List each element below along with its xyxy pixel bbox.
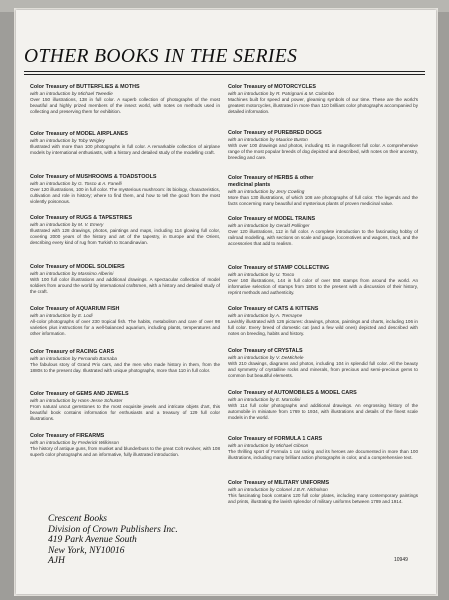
book-description: Lavishly illustrated with 126 pictures: drawings, photos, paintings and charts, including 106 in full color. Every breed of domestic cat (and a few wild ones) depicted and described with notes on breeding, habits and history. [228, 319, 418, 336]
book-entry [30, 174, 220, 205]
book-title: Color Treasury of CRYSTALS [228, 348, 303, 354]
book-intro: with an introduction by Michael Tweedie [30, 91, 113, 96]
book-intro: with an introduction by Hans-Jesse Schuster [30, 398, 123, 403]
book-description: With 114 full color photographs and additional drawings. An engrossing history of the automobile in miniature from 1769 to 1934, with illustrations and details of the finest scale models in the world. [228, 403, 418, 420]
book-description: All-color photographs of over 230 tropical fish. The habits, metabolism and care of over 98 varieties plus instructions for a well-balanced aquarium, including plants, temperatures and other information. [30, 319, 220, 336]
book-intro: with an introduction by Frederick Wilkinson [30, 440, 119, 445]
book-title: Color Treasury of RUGS & TAPESTRIES [30, 215, 133, 221]
book-title: Color Treasury of FORMULA 1 CARS [228, 436, 323, 442]
book-entry [228, 306, 418, 337]
book-intro: with an introduction by M. V. Emery [30, 222, 104, 227]
book-entry [228, 265, 418, 296]
title-rule-top [24, 71, 425, 72]
book-description: With over 100 drawings and photos, including 81 in magnificent full color. A comprehensive range of the most popular breeds of dog depicted and described, with notes on their ancestry, breeding and care. [228, 143, 418, 160]
book-description: Over 150 illustrations, 138 in full color. A superb collection of photographs of the most beautiful and highly prized members of the insect world, with notes on methods used in collecting and preserving them for exhibition. [30, 97, 220, 114]
book-entry [30, 264, 220, 295]
book-title: Color Treasury of RACING CARS [30, 349, 115, 355]
publisher-street: 419 Park Avenue South [48, 535, 137, 546]
book-description: With 100 full color illustrations and additional drawings. A spectacular collection of model soldiers from around the world by international craftsmen, with a history and detailed study of the craft. [30, 277, 220, 294]
publisher-division: Division of Crown Publishers Inc. [48, 524, 178, 535]
book-entry [228, 436, 418, 461]
book-entry [228, 130, 418, 161]
book-entry [30, 349, 220, 374]
book-title: Color Treasury of STAMP COLLECTING [228, 265, 330, 271]
book-title: Color Treasury of CATS & KITTENS [228, 306, 319, 312]
publisher-city: New York, NY10016 [48, 545, 125, 556]
book-title: Color Treasury of BUTTERFLIES & MOTHS [30, 84, 140, 90]
book-description: Over 160 illustrations, 144 in full color of over 550 stamps from around the world. An informative selection of stamps from 1804 to the present with a discussion of their history, reprint methods and authenticity. [228, 278, 418, 295]
book-intro: with an introduction by Toby Wrigley [30, 138, 105, 143]
book-intro: with an introduction by Jerry Cowling [228, 189, 305, 194]
book-entry [30, 433, 220, 458]
book-entry [30, 306, 220, 337]
book-description: From natural uncut gemstones to the most exquisite jewels and intricate objets d'art, this beautiful book contains information for enthusiasts and a treasury of 129 full color illustrations. [30, 404, 220, 421]
book-intro: with an introduction by Fernando Barnaba [30, 356, 118, 361]
book-intro: with an introduction by U. Tosco [228, 272, 295, 277]
book-title: Color Treasury of PUREBRED DOGS [228, 130, 322, 136]
book-description: The thrilling sport of Formula 1 car racing and its heroes are documented in more than 100 illustrations, including many brilliant action photographs in color, and a comprehensive text. [228, 449, 418, 460]
book-title: Color Treasury of FIREARMS [30, 433, 105, 439]
book-title: Color Treasury of MILITARY UNIFORMS [228, 480, 330, 486]
book-intro: with an introduction by A. Tremayne [228, 313, 303, 318]
book-title: Color Treasury of AQUARIUM FISH [30, 306, 120, 312]
book-title: Color Treasury of GEMS AND JEWELS [30, 391, 129, 397]
book-entry [228, 84, 418, 115]
book-intro: with an introduction by Colonel J.B.R. Nicholson [228, 487, 328, 492]
book-intro: with an introduction by R. Patrignani & M. Colombo [228, 91, 335, 96]
book-intro: with an introduction by Massimo Alberini [30, 271, 114, 276]
book-description: Illustrated with more than 100 photographs in full color. A remarkable collection of airplane models by international enthusiasts, with a history and detailed study of the modelling craft. [30, 144, 220, 155]
book-entry [228, 390, 418, 421]
book-title: Color Treasury of AUTOMOBILES & MODEL CARS [228, 390, 357, 396]
book-entry [30, 391, 220, 422]
book-title: Color Treasury of MODEL AIRPLANES [30, 131, 128, 137]
book-intro: with an introduction by Gerald Pollinger [228, 223, 310, 228]
title-rule-bottom [24, 74, 425, 75]
book-title: Color Treasury of HERBS & other medicinal plants [228, 175, 314, 188]
book-description: Over 120 illustrations, 112 in full color. A complete introduction to the fascinating hobby of railroad modelling, with sections on scale and gauge, locomotives and wagons, track, and the accessories that add to realism. [228, 229, 418, 246]
book-intro: with an introduction by V. DeMichele [228, 355, 304, 360]
book-intro: with an introduction by Maurice Burton [228, 137, 308, 142]
publisher-name: Crescent Books [48, 514, 108, 524]
book-entry [30, 84, 220, 115]
book-entry [228, 175, 418, 207]
book-intro: with an introduction by G. Tosco & A. Fanelli [30, 181, 122, 186]
book-entry [30, 215, 220, 246]
book-description: More than 130 illustrations, of which 108 are photographs of full color. The legends and the facts concerning many beautiful and mysterious plants of proven medicinal value. [228, 195, 418, 206]
book-intro: with an introduction by Michael Gibson [228, 443, 309, 448]
book-title: Color Treasury of MOTORCYCLES [228, 84, 316, 90]
publisher-initials: AJH [48, 556, 65, 567]
book-entry [228, 348, 418, 379]
book-intro: with an introduction by E. Marcolini [228, 397, 301, 402]
book-intro: with an introduction by E. Lodi [30, 313, 93, 318]
book-entry [228, 216, 418, 247]
book-title: Color Treasury of MODEL SOLDIERS [30, 264, 125, 270]
book-description: This fascinating book contains 120 full color plates, including many contemporary paintings and prints, illustrating the lavish splendor of military uniforms between 1789 and 1914. [228, 493, 418, 504]
book-description: With 210 drawings, diagrams and photos, including 104 in splendid full color. All the beauty and symmetry of crystalline rocks and minerals, from precious and semi-precious gems to common but beautiful elements. [228, 361, 418, 378]
book-description: Over 120 illustrations, 100 in full color. The mysterious mushroom: its biology, characteristics, cultivation and role in history; where to find them, and how to tell the good from the most violently poisonous. [30, 187, 220, 204]
book-entry [228, 480, 418, 505]
book-description: The history of antique guns, from musket and blunderbuss to the great Colt revolver, with 108 superb color photographs and an informative, fully illustrated introduction. [30, 446, 220, 457]
page-title: OTHER BOOKS IN THE SERIES [24, 46, 298, 67]
publisher-imprint [48, 514, 228, 567]
book-description: Illustrated with 128 drawings, photos, paintings and maps, including 114 glowing full color, covering 2000 years of the history and art of the tapestry, in Europe and the Orient, describing every kind of rug from Turkish to Scandinavian. [30, 228, 220, 245]
book-title: Color Treasury of MODEL TRAINS [228, 216, 316, 222]
book-description: The fabulous story of Grand Prix cars, and the men who made history in them, from the 1880s to the present day. Illustrated with unique photographs, more than 110 in full color. [30, 362, 220, 373]
book-description: Machines built for speed and power, gleaming symbols of our time. These are the world's greatest motorcycles, illustrated in more than 110 brilliant color photographs accompanied by detailed information. [228, 97, 418, 114]
book-title: Color Treasury of MUSHROOMS & TOADSTOOLS [30, 174, 157, 180]
catalog-code: 10949 [394, 557, 408, 563]
book-entry [30, 131, 220, 156]
